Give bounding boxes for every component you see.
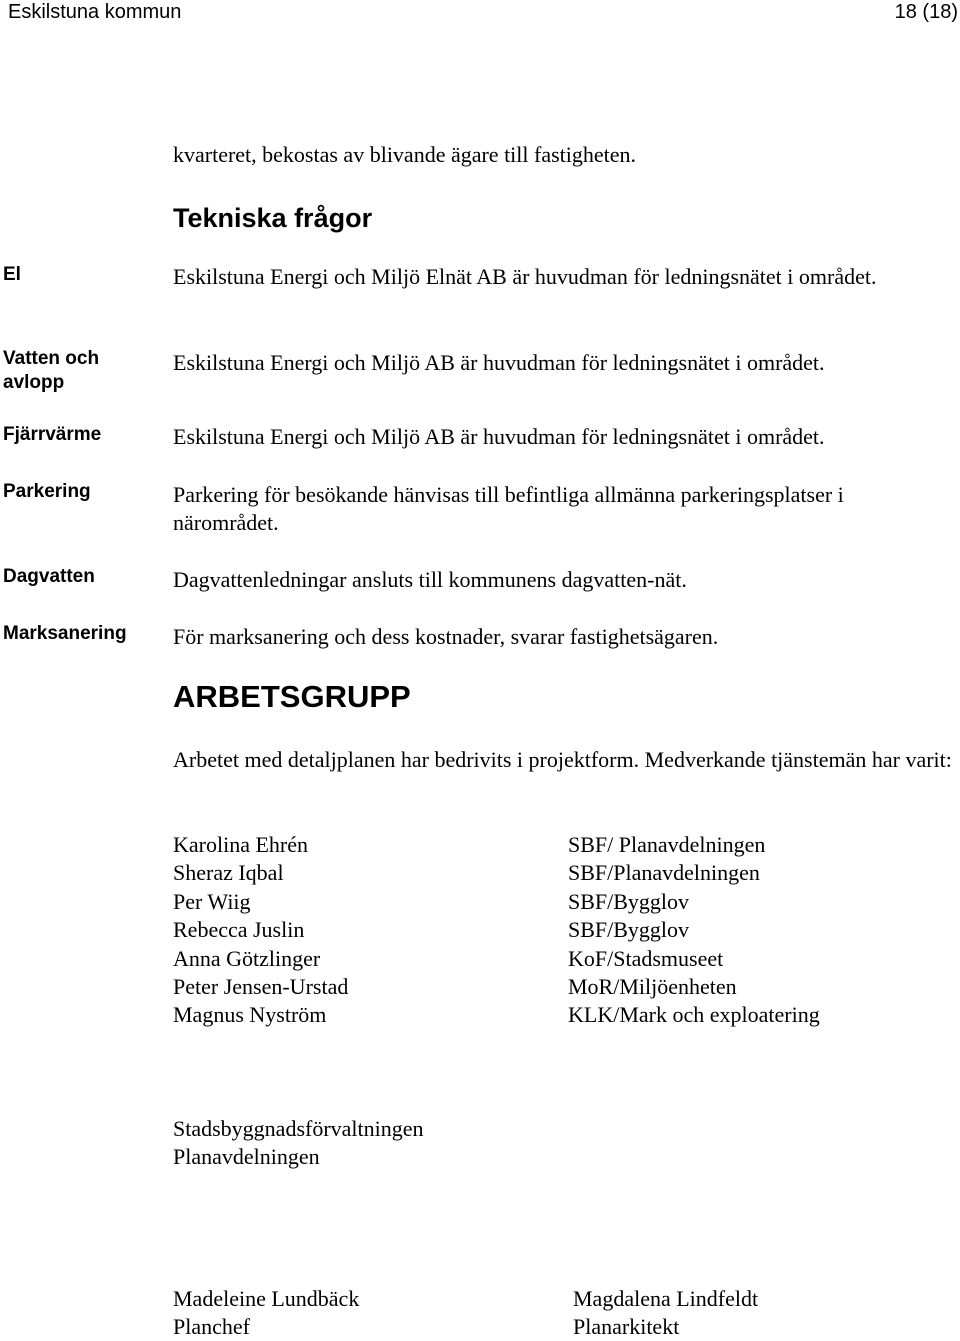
page-number: 18 (18) xyxy=(894,1,958,23)
member-names xyxy=(173,831,348,1030)
text-parkering: Parkering för besökande hänvisas till befintliga allmänna parkeringsplatser i närområdet. xyxy=(173,482,844,535)
signature-title: Planchef xyxy=(173,1314,250,1339)
technical-heading: Tekniska frågor xyxy=(173,203,373,233)
member-name: Karolina Ehrén xyxy=(173,832,308,857)
header-title: Eskilstuna kommun xyxy=(8,1,182,23)
member-name: Magnus Nyström xyxy=(173,1002,327,1028)
text-fjarrvarme: Eskilstuna Energi och Miljö AB är huvudman för ledningsnätet i området. xyxy=(173,424,825,449)
member-unit: MoR/Miljöenheten xyxy=(568,974,737,1000)
signature-title: Planarkitekt xyxy=(573,1314,680,1339)
member-name: Peter Jensen-Urstad xyxy=(173,974,349,1000)
label-dagvatten: Dagvatten xyxy=(3,566,95,587)
member-units xyxy=(568,831,820,1030)
organization-name: Stadsbyggnadsförvaltningen xyxy=(173,1116,424,1141)
member-unit: SBF/Bygglov xyxy=(568,917,690,943)
member-unit: KLK/Mark och exploatering xyxy=(568,1002,820,1028)
member-name: Per Wiig xyxy=(173,888,251,914)
label-marksanering: Marksanering xyxy=(3,623,127,644)
label-el: El xyxy=(3,264,21,285)
page-header xyxy=(0,0,960,24)
member-name: Sheraz Iqbal xyxy=(173,860,284,886)
text-el: Eskilstuna Energi och Miljö Elnät AB är huvudman för ledningsnätet i området. xyxy=(173,264,877,289)
member-unit: SBF/Planavdelningen xyxy=(568,860,760,886)
member-name: Anna Götzlinger xyxy=(173,945,321,971)
member-unit: KoF/Stadsmuseet xyxy=(568,945,724,971)
text-dagvatten: Dagvattenledningar ansluts till kommunens dagvatten-nät. xyxy=(173,567,687,592)
workgroup-heading: ARBETSGRUPP xyxy=(173,679,411,714)
member-name: Rebecca Juslin xyxy=(173,917,305,943)
workgroup-intro: Arbetet med detaljplanen har bedrivits i projektform. Medverkande tjänstemän har varit: xyxy=(173,747,952,772)
signature-name: Magdalena Lindfeldt xyxy=(573,1286,759,1311)
organization-department: Planavdelningen xyxy=(173,1144,320,1169)
text-vatten-och-avlopp: Eskilstuna Energi och Miljö AB är huvudman för ledningsnätet i området. xyxy=(173,350,825,375)
signature-name: Madeleine Lundbäck xyxy=(173,1286,360,1311)
text-marksanering: För marksanering och dess kostnader, svarar fastighetsägaren. xyxy=(173,624,719,649)
intro-text: kvarteret, bekostas av blivande ägare till fastigheten. xyxy=(173,142,637,167)
label-fjarrvarme: Fjärrvärme xyxy=(3,424,102,445)
label-vatten-och-avlopp: Vatten och avlopp xyxy=(3,348,100,393)
member-unit: SBF/ Planavdelningen xyxy=(568,832,766,857)
label-parkering: Parkering xyxy=(3,481,91,502)
member-unit: SBF/Bygglov xyxy=(568,888,690,914)
